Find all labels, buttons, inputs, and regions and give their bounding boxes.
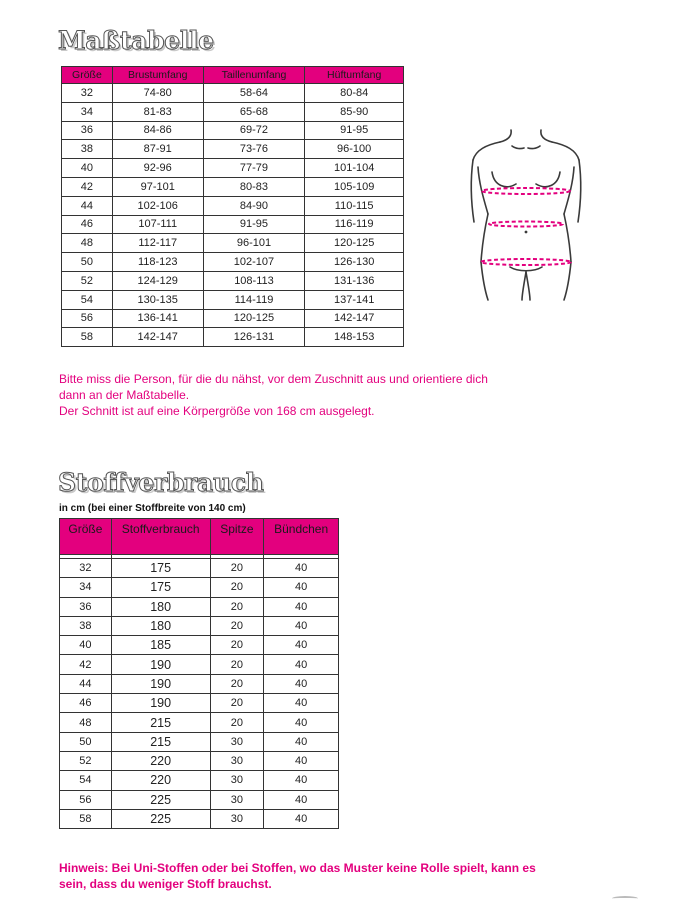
table-cell: 20: [210, 559, 264, 578]
table-cell: 97-101: [112, 177, 203, 196]
table-cell: 30: [210, 732, 264, 751]
table-cell: 40: [264, 771, 339, 790]
table-row: [60, 655, 339, 674]
table-cell: 110-115: [305, 196, 404, 215]
measurement-note-line-3: Der Schnitt ist auf eine Körpergröße von 168 cm ausgelegt.: [59, 404, 375, 418]
page-corner-decoration: [612, 896, 638, 901]
header-waist: Taillenumfang: [203, 67, 305, 84]
measurement-note-line-1: Bitte miss die Person, für die du nähst, vor dem Zuschnitt aus und orientiere dich: [59, 372, 488, 386]
table-cell: 225: [111, 790, 210, 809]
table-cell: 20: [210, 636, 264, 655]
table-row: [62, 102, 404, 121]
table-row: [60, 559, 339, 578]
header-size: Größe: [60, 519, 112, 555]
table-cell: 130-135: [112, 290, 203, 309]
table-row: [62, 140, 404, 159]
table-row: [60, 636, 339, 655]
table-row: [60, 694, 339, 713]
table-cell: 91-95: [203, 215, 305, 234]
table-cell: 92-96: [112, 159, 203, 178]
table-cell: 52: [60, 751, 112, 770]
table-cell: 44: [62, 196, 113, 215]
table-cell: 91-95: [305, 121, 404, 140]
table-cell: 142-147: [305, 309, 404, 328]
table-row: [62, 121, 404, 140]
table-cell: 42: [62, 177, 113, 196]
table-cell: 80-83: [203, 177, 305, 196]
body-measurement-illustration-icon: [466, 122, 586, 302]
header-lace: Spitze: [210, 519, 264, 555]
table-cell: 40: [264, 674, 339, 693]
header-hip: Hüftumfang: [305, 67, 404, 84]
table-cell: 118-123: [112, 253, 203, 272]
table-cell: 36: [60, 597, 112, 616]
table-row: [60, 713, 339, 732]
table-cell: 40: [264, 732, 339, 751]
table-cell: 30: [210, 771, 264, 790]
table-cell: 32: [62, 84, 113, 103]
table-cell: 190: [111, 694, 210, 713]
table-cell: 58: [62, 328, 113, 347]
fabric-table: [59, 518, 339, 829]
table-row: [62, 253, 404, 272]
table-cell: 84-86: [112, 121, 203, 140]
table-cell: 38: [60, 616, 112, 635]
table-cell: 36: [62, 121, 113, 140]
table-row: [60, 790, 339, 809]
measurement-table: [61, 66, 404, 347]
table-row: [62, 328, 404, 347]
table-cell: 40: [264, 694, 339, 713]
table-row: [62, 84, 404, 103]
table-row: [62, 159, 404, 178]
table-cell: 30: [210, 790, 264, 809]
table-cell: 105-109: [305, 177, 404, 196]
table-cell: 142-147: [112, 328, 203, 347]
table-row: [62, 196, 404, 215]
table-cell: 20: [210, 597, 264, 616]
table-row: [62, 290, 404, 309]
table-cell: 50: [62, 253, 113, 272]
table-cell: 220: [111, 751, 210, 770]
table-cell: 40: [264, 809, 339, 828]
table-cell: 58: [60, 809, 112, 828]
table-cell: 48: [62, 234, 113, 253]
table-cell: 46: [62, 215, 113, 234]
table-cell: 40: [264, 636, 339, 655]
table-cell: 30: [210, 809, 264, 828]
table-cell: 126-131: [203, 328, 305, 347]
table-cell: 120-125: [305, 234, 404, 253]
table-cell: 107-111: [112, 215, 203, 234]
table-cell: 96-100: [305, 140, 404, 159]
table-cell: 215: [111, 713, 210, 732]
table-cell: 58-64: [203, 84, 305, 103]
table-cell: 20: [210, 674, 264, 693]
table-cell: 137-141: [305, 290, 404, 309]
table-row: [62, 177, 404, 196]
table-cell: 38: [62, 140, 113, 159]
table-cell: 220: [111, 771, 210, 790]
measurement-table-title: Maßtabelle: [58, 26, 214, 55]
table-row: [62, 215, 404, 234]
table-row: [62, 309, 404, 328]
table-cell: 30: [210, 751, 264, 770]
table-cell: 87-91: [112, 140, 203, 159]
table-row: [60, 597, 339, 616]
header-size: Größe: [62, 67, 113, 84]
table-cell: 225: [111, 809, 210, 828]
table-cell: 40: [62, 159, 113, 178]
table-cell: 148-153: [305, 328, 404, 347]
table-cell: 126-130: [305, 253, 404, 272]
table-cell: 40: [264, 655, 339, 674]
measurement-note: [59, 371, 529, 419]
table-cell: 215: [111, 732, 210, 751]
table-row: [60, 674, 339, 693]
table-cell: 102-106: [112, 196, 203, 215]
table-cell: 40: [264, 578, 339, 597]
table-cell: 20: [210, 713, 264, 732]
table-cell: 112-117: [112, 234, 203, 253]
table-header-row: [62, 67, 404, 84]
table-cell: 74-80: [112, 84, 203, 103]
table-cell: 124-129: [112, 271, 203, 290]
table-cell: 40: [60, 636, 112, 655]
table-cell: 116-119: [305, 215, 404, 234]
table-row: [62, 271, 404, 290]
table-cell: 20: [210, 655, 264, 674]
table-cell: 48: [60, 713, 112, 732]
table-cell: 102-107: [203, 253, 305, 272]
table-cell: 175: [111, 559, 210, 578]
table-cell: 40: [264, 790, 339, 809]
table-row: [60, 578, 339, 597]
table-row: [62, 234, 404, 253]
table-cell: 32: [60, 559, 112, 578]
table-row: [60, 751, 339, 770]
table-cell: 40: [264, 713, 339, 732]
table-row: [60, 616, 339, 635]
table-cell: 81-83: [112, 102, 203, 121]
table-cell: 96-101: [203, 234, 305, 253]
table-header-row: [60, 519, 339, 555]
table-cell: 20: [210, 616, 264, 635]
table-row: [60, 771, 339, 790]
fabric-hint: [59, 860, 579, 892]
table-cell: 77-79: [203, 159, 305, 178]
table-cell: 190: [111, 674, 210, 693]
table-cell: 175: [111, 578, 210, 597]
table-cell: 20: [210, 578, 264, 597]
measurement-note-line-2: dann an der Maßtabelle.: [59, 388, 190, 402]
table-cell: 136-141: [112, 309, 203, 328]
table-cell: 34: [62, 102, 113, 121]
table-cell: 46: [60, 694, 112, 713]
fabric-table-title: Stoffverbrauch: [58, 468, 264, 497]
table-cell: 40: [264, 616, 339, 635]
table-cell: 65-68: [203, 102, 305, 121]
table-cell: 50: [60, 732, 112, 751]
table-cell: 131-136: [305, 271, 404, 290]
table-row: [60, 809, 339, 828]
header-fabric-usage: Stoffverbrauch: [111, 519, 210, 555]
table-row: [60, 732, 339, 751]
table-cell: 120-125: [203, 309, 305, 328]
table-cell: 73-76: [203, 140, 305, 159]
fabric-hint-line-2: sein, dass du weniger Stoff brauchst.: [59, 877, 272, 891]
table-cell: 101-104: [305, 159, 404, 178]
table-cell: 44: [60, 674, 112, 693]
table-cell: 42: [60, 655, 112, 674]
table-cell: 20: [210, 694, 264, 713]
table-cell: 52: [62, 271, 113, 290]
table-cell: 84-90: [203, 196, 305, 215]
table-cell: 40: [264, 751, 339, 770]
table-cell: 108-113: [203, 271, 305, 290]
table-cell: 85-90: [305, 102, 404, 121]
fabric-table-subtitle: in cm (bei einer Stoffbreite von 140 cm): [59, 503, 246, 514]
table-cell: 190: [111, 655, 210, 674]
table-cell: 40: [264, 559, 339, 578]
table-cell: 56: [60, 790, 112, 809]
table-cell: 34: [60, 578, 112, 597]
table-cell: 56: [62, 309, 113, 328]
header-cuffs: Bündchen: [264, 519, 339, 555]
table-cell: 80-84: [305, 84, 404, 103]
fabric-hint-line-1: Hinweis: Bei Uni-Stoffen oder bei Stoffen, wo das Muster keine Rolle spielt, kann es: [59, 861, 536, 875]
header-bust: Brustumfang: [112, 67, 203, 84]
table-cell: 54: [62, 290, 113, 309]
table-cell: 185: [111, 636, 210, 655]
table-cell: 54: [60, 771, 112, 790]
table-cell: 180: [111, 597, 210, 616]
table-cell: 180: [111, 616, 210, 635]
table-cell: 114-119: [203, 290, 305, 309]
table-cell: 69-72: [203, 121, 305, 140]
table-cell: 40: [264, 597, 339, 616]
